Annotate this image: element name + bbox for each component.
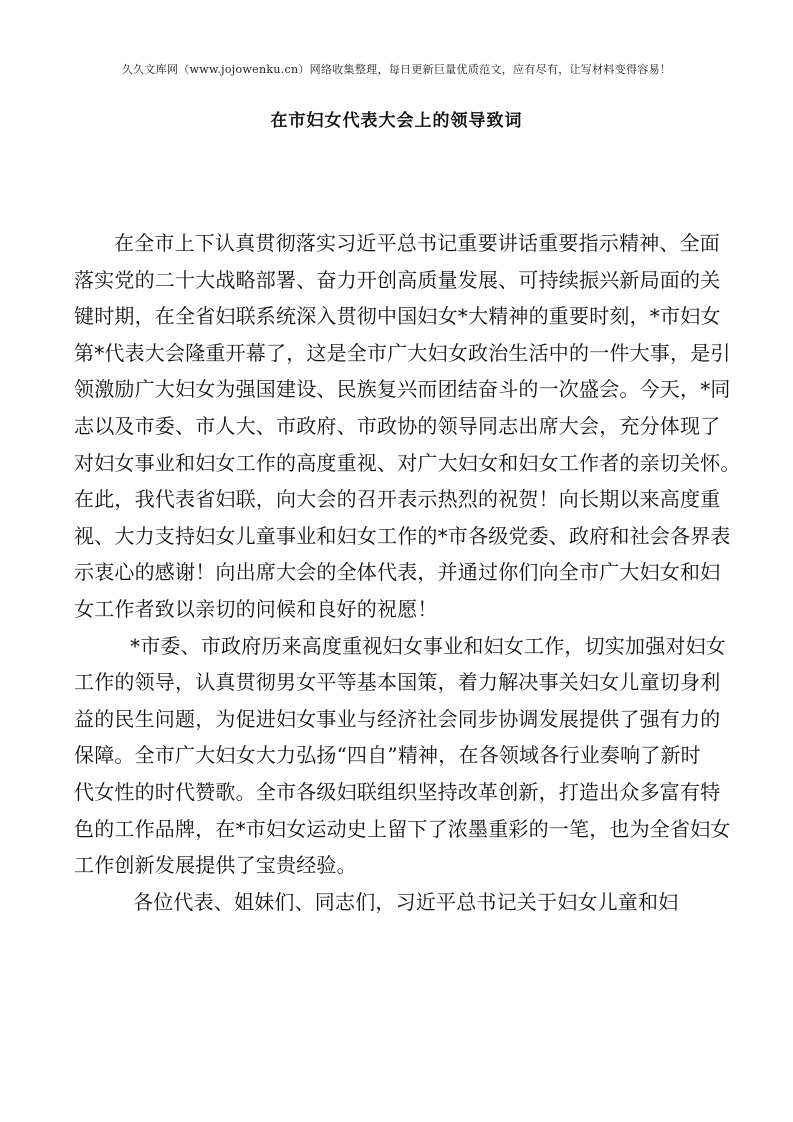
text-line: 落实党的二十大战略部署、奋力开创高质量发展、可持续振兴新局面的关 bbox=[74, 267, 721, 292]
document-body bbox=[74, 225, 741, 920]
text-line: 色的工作品牌，在*市妇女运动史上留下了浓墨重彩的一笔，也为全省妇女 bbox=[74, 816, 731, 841]
paragraph-2 bbox=[74, 628, 731, 884]
paragraph-1 bbox=[74, 225, 741, 628]
text-line: 志以及市委、市人大、市政府、市政协的领导同志出席大会，充分体现了 bbox=[74, 413, 721, 438]
text-line: 女工作者致以亲切的问候和良好的祝愿！ bbox=[74, 596, 438, 621]
text-line: 工作创新发展提供了宝贵经验。 bbox=[74, 853, 357, 878]
text-line: 视、大力支持妇女儿童事业和妇女工作的*市各级党委、政府和社会各界表 bbox=[74, 523, 731, 548]
paragraph-3 bbox=[74, 884, 724, 921]
text-line: 益的民生问题，为促进妇女事业与经济社会同步协调发展提供了强有力的 bbox=[74, 706, 721, 731]
text-line: 保障。全市广大妇女大力弘扬“四自”精神，在各领域各行业奏响了新时 bbox=[74, 743, 701, 768]
text-line: 领激励广大妇女为强国建设、民族复兴而团结奋斗的一次盛会。今天，*同 bbox=[74, 377, 731, 402]
text-line: 示衷心的感谢！向出席大会的全体代表，并通过你们向全市广大妇女和妇 bbox=[74, 560, 721, 585]
text-line: 在此，我代表省妇联，向大会的召开表示热烈的祝贺！向长期以来高度重 bbox=[74, 487, 721, 512]
document-title: 在市妇女代表大会上的领导致词 bbox=[270, 111, 523, 131]
text-line: 第*代表大会隆重开幕了，这是全市广大妇女政治生活中的一件大事，是引 bbox=[74, 340, 731, 365]
text-line: 代女性的时代赞歌。全市各级妇联组织坚持改革创新，打造出众多富有特 bbox=[74, 779, 721, 804]
header-note: 久久文库网（www.jojowenku.cn）网络收集整理，每日更新巨量优质范文，应有尽有，让写材料变得容易！ bbox=[121, 63, 672, 76]
text-line: 工作的领导，认真贯彻男女平等基本国策，着力解决事关妇女儿童切身利 bbox=[74, 670, 721, 695]
text-line: 对妇女事业和妇女工作的高度重视、对广大妇女和妇女工作者的亲切关怀。 bbox=[74, 450, 741, 475]
text-line: 键时期，在全省妇联系统深入贯彻中国妇女*大精神的重要时刻，*市妇女 bbox=[74, 304, 721, 329]
text-line: 各位代表、姐妹们、同志们，习近平总书记关于妇女儿童和妇 bbox=[133, 889, 679, 914]
text-line: 在全市上下认真贯彻落实习近平总书记重要讲话重要指示精神、全面 bbox=[114, 231, 720, 255]
text-line: *市委、市政府历来高度重视妇女事业和妇女工作，切实加强对妇女 bbox=[130, 633, 726, 658]
